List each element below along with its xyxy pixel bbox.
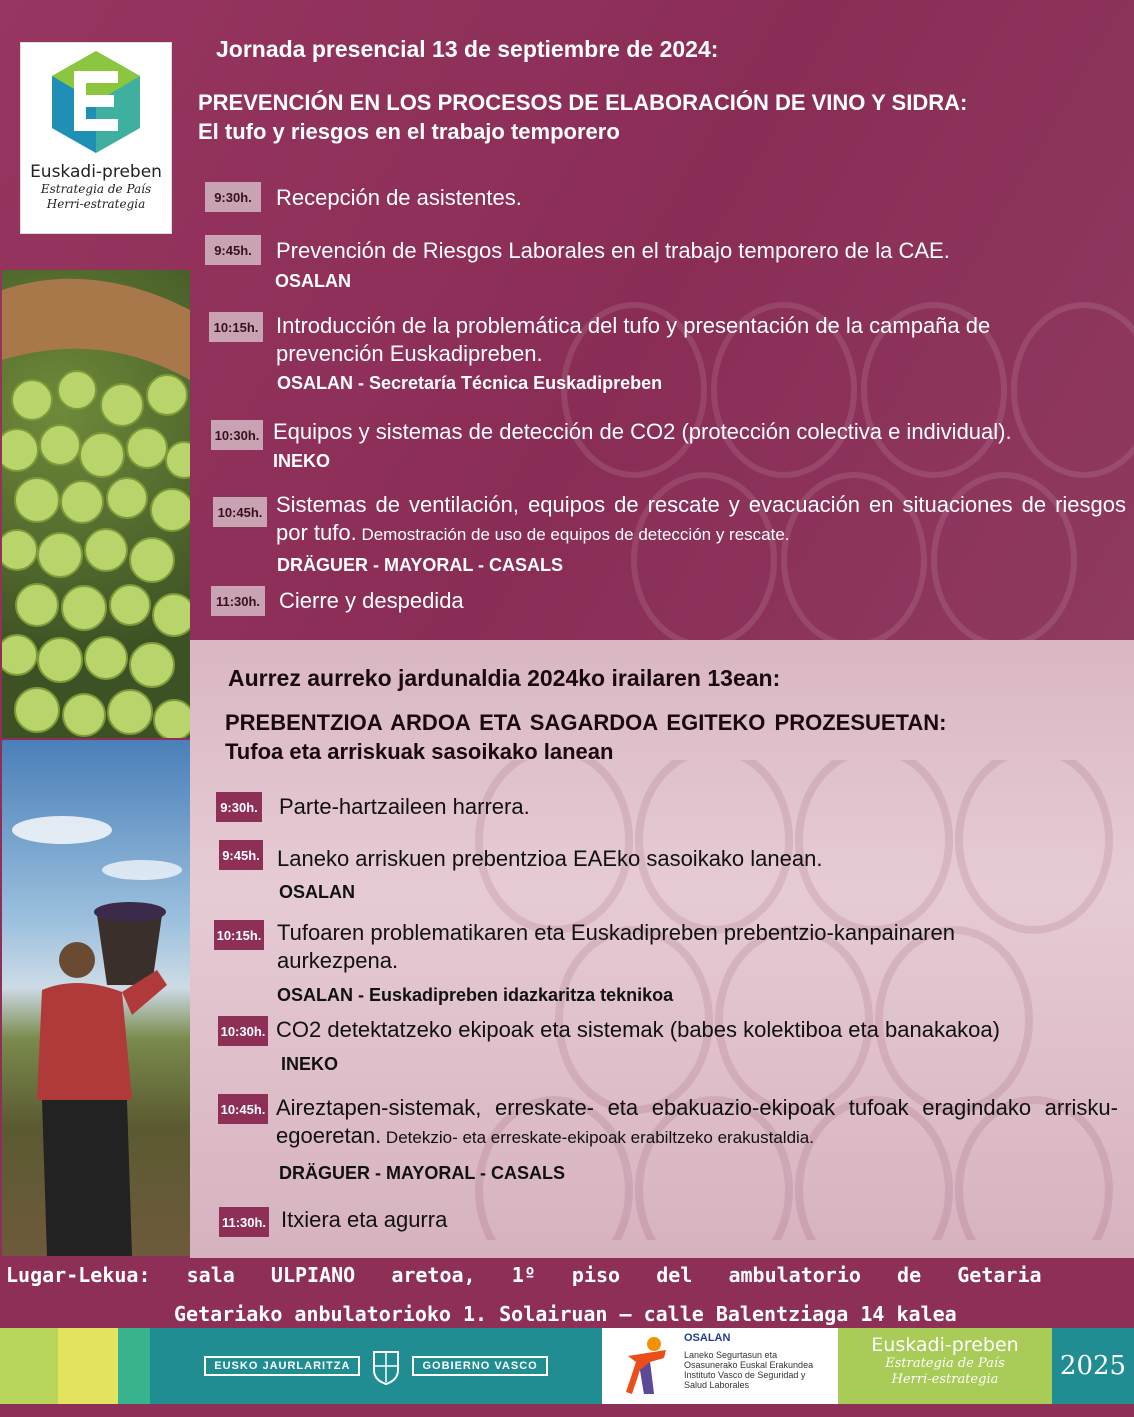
es-item-3: Introducción de la problemática del tufo y presentación de la campaña de prevención Euskadipreben.	[276, 313, 991, 366]
osalan-text	[684, 1350, 813, 1390]
location-line-2: Getariako anbulatorioko 1. Solairuan – calle Balentziaga 14 kalea	[174, 1302, 957, 1326]
logo-name: Euskadi-preben	[30, 162, 162, 182]
eu-title-2: Tufoa eta arriskuak sasoikako lanean	[225, 739, 614, 764]
es-item-2: Prevención de Riesgos Laborales en el trabajo temporero de la CAE.	[276, 238, 950, 263]
es-item-4: Equipos y sistemas de detección de CO2 (protección colectiva e individual).	[273, 419, 1012, 444]
footer-color-1	[0, 1328, 58, 1404]
eu-item-5-text: Aireztapen-sistemak, erreskate- eta ebakuazio-ekipoak tufoak eragindako arrisku-egoeretan.	[276, 1095, 1118, 1148]
es-date: Jornada presencial 13 de septiembre de 2024:	[216, 36, 719, 62]
footer-color-3	[118, 1328, 150, 1404]
es-org-3: OSALAN - Secretaría Técnica Euskadipreben	[277, 373, 663, 393]
gob-left-label: EUSKO JAURLARITZA	[204, 1356, 360, 1376]
eu-org-3: OSALAN - Euskadipreben idazkaritza teknikoa	[277, 985, 674, 1005]
eu-org-2: OSALAN	[279, 882, 355, 902]
eu-time-4: 10:30h.	[218, 1016, 268, 1046]
hexagon-logo-icon	[46, 47, 146, 159]
bottom-strip	[0, 1404, 1134, 1417]
osalan-line-1: Laneko Segurtasun eta	[684, 1350, 778, 1360]
eu-item-1: Parte-hartzaileen harrera.	[279, 794, 530, 819]
osalan-line-3: Instituto Vasco de Seguridad y	[684, 1370, 806, 1380]
footer	[0, 1328, 1134, 1404]
eu-item-5-note: Detekzio- eta erreskate-ekipoak erabiltzeko erakustaldia.	[381, 1128, 814, 1147]
eu-item-3: Tufoaren problematikaren eta Euskadipreben prebentzio-kanpainaren aurkezpena.	[277, 920, 955, 973]
eu-org-4: INEKO	[281, 1054, 339, 1074]
es-time-3: 10:15h.	[209, 312, 263, 342]
es-time-4: 10:30h.	[211, 420, 263, 450]
osalan-line-4: Salud Laborales	[684, 1380, 750, 1390]
grape-harvester-photo	[2, 740, 190, 1256]
gob-right-label: GOBIERNO VASCO	[412, 1356, 547, 1376]
eu-time-6: 11:30h.	[219, 1207, 269, 1237]
es-org-5: DRÄGUER - MAYORAL - CASALS	[277, 555, 564, 575]
location-line-1: Lugar-Lekua: sala ULPIANO aretoa, 1º piso del ambulatorio de Getaria	[6, 1263, 1042, 1287]
es-time-2: 9:45h.	[205, 235, 261, 265]
es-item-6: Cierre y despedida	[279, 588, 464, 613]
footer-eusk-sub-eu: Herri-estrategia	[891, 1372, 999, 1387]
es-title-2: El tufo y riesgos en el trabajo temporero	[198, 119, 620, 144]
osalan-logo	[602, 1328, 838, 1404]
es-item-1: Recepción de asistentes.	[276, 185, 522, 210]
eu-org-5: DRÄGUER - MAYORAL - CASALS	[279, 1163, 566, 1183]
eu-item-5	[276, 1094, 1118, 1152]
osalan-title: OSALAN	[684, 1332, 731, 1344]
es-org-2: OSALAN	[275, 271, 351, 291]
footer-year: 2025	[1052, 1328, 1134, 1404]
es-org-4: INEKO	[273, 451, 331, 471]
es-title-1: PREVENCIÓN EN LOS PROCESOS DE ELABORACIÓN DE VINO Y SIDRA:	[198, 90, 968, 115]
apples-photo	[2, 270, 190, 738]
osalan-figure-icon	[624, 1336, 670, 1398]
footer-euskadipreben	[838, 1328, 1052, 1404]
eu-time-2: 9:45h.	[219, 840, 263, 870]
es-item-5-note: Demostración de uso de equipos de detección y rescate.	[356, 525, 790, 544]
eu-date: Aurrez aurreko jardunaldia 2024ko irailaren 13ean:	[228, 665, 781, 691]
logo-sub-es: Estrategia de País	[40, 182, 152, 196]
es-time-5: 10:45h.	[213, 497, 267, 527]
osalan-line-2: Osasunerako Euskal Erakundea	[684, 1360, 814, 1370]
eu-item-6: Itxiera eta agurra	[281, 1207, 448, 1232]
coat-of-arms-icon	[366, 1346, 406, 1386]
es-item-5-text: Sistemas de ventilación, equipos de rescate y evacuación en situaciones de riesgos por tufo.	[276, 492, 1126, 545]
eu-time-3: 10:15h.	[214, 920, 264, 950]
es-time-6: 11:30h.	[211, 586, 265, 616]
eu-time-1: 9:30h.	[216, 792, 262, 822]
gobierno-vasco-logo	[150, 1328, 602, 1404]
es-item-5	[276, 491, 1126, 549]
footer-eusk-sub-es: Estrategia de País	[885, 1356, 1005, 1371]
eu-time-5: 10:45h.	[218, 1094, 268, 1124]
eu-item-4: CO2 detektatzeko ekipoak eta sistemak (babes kolektiboa eta banakakoa)	[276, 1017, 1000, 1042]
footer-eusk-name: Euskadi-preben	[871, 1334, 1019, 1356]
logo-sub-eu: Herri-estrategia	[46, 197, 146, 211]
euskadipreben-logo	[20, 42, 172, 234]
eu-title-1: PREBENTZIOA ARDOA ETA SAGARDOA EGITEKO PROZESUETAN:	[225, 710, 947, 735]
footer-color-2	[58, 1328, 118, 1404]
eu-item-2: Laneko arriskuen prebentzioa EAEko sasoikako lanean.	[277, 846, 823, 871]
es-time-1: 9:30h.	[205, 182, 261, 212]
